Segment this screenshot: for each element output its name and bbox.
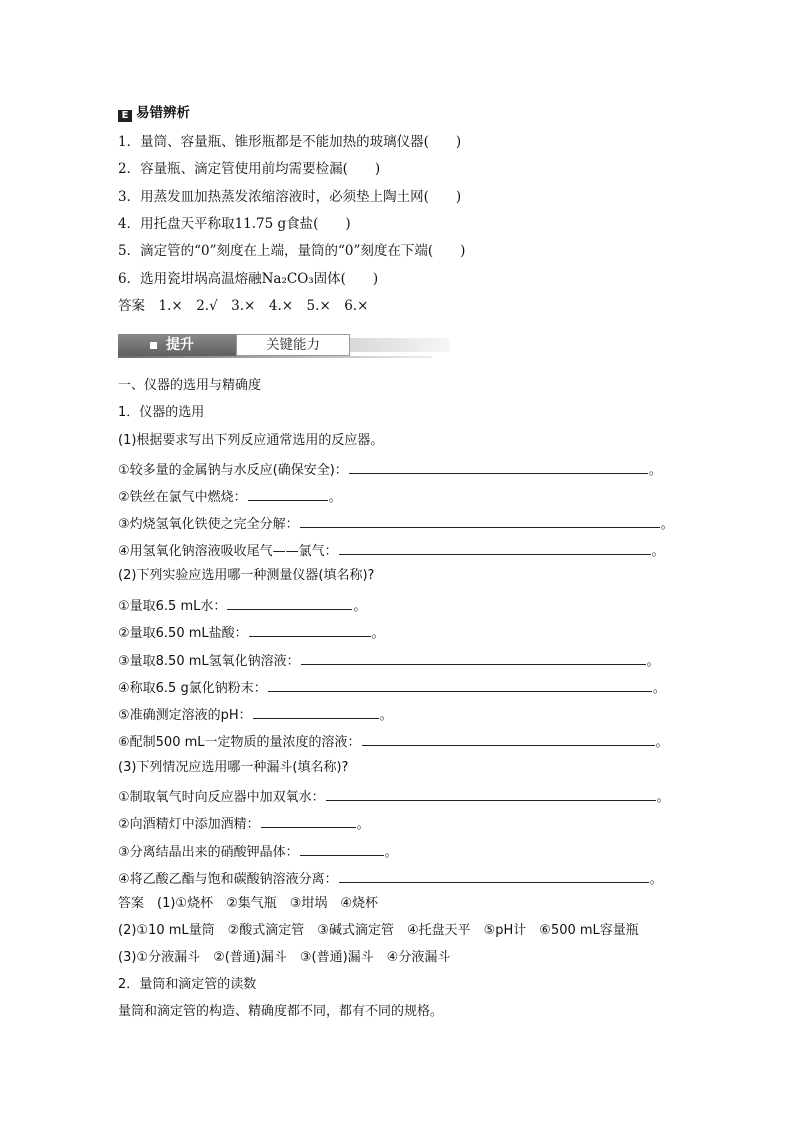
q2-item-4-text: ④称取6.5 g氯化钠粉末： <box>118 681 267 696</box>
banner-fade <box>350 338 450 352</box>
q3-item-4 <box>118 868 663 889</box>
q2-item-1 <box>118 595 366 616</box>
answer-blank[interactable] <box>300 841 384 856</box>
period: 。 <box>371 626 385 641</box>
answer-line-1: 答案 (1)①烧杯 ②集气瓶 ③坩埚 ④烧杯 <box>118 896 379 911</box>
answer-blank[interactable] <box>253 704 379 719</box>
banner-right-label: 关键能力 <box>236 334 350 356</box>
answer-blank[interactable] <box>339 540 651 555</box>
answer-blank[interactable] <box>301 650 646 665</box>
period: 。 <box>655 735 669 750</box>
q2-item-1-text: ①量取6.5 mL水： <box>118 599 227 614</box>
answer-blank[interactable] <box>339 868 649 883</box>
answer-blank[interactable] <box>362 731 655 746</box>
error-section-icon: E <box>118 110 132 122</box>
subsection-2-text: 量筒和滴定管的构造、精确度都不同，都有不同的规格。 <box>118 1004 444 1019</box>
error-item-5: 5．滴定管的“0”刻度在上端，量筒的“0”刻度在下端( ) <box>118 243 466 259</box>
q1-item-2 <box>118 486 342 507</box>
answer-line-3: (3)①分液漏斗 ②(普通)漏斗 ③(普通)漏斗 ④分液漏斗 <box>118 950 451 965</box>
q2-item-4 <box>118 677 666 698</box>
q2-title: (2)下列实验应选用哪一种测量仪器(填名称)? <box>118 568 375 583</box>
q2-item-3-text: ③量取8.50 mL氢氧化钠溶液： <box>118 654 300 669</box>
answer-blank[interactable] <box>349 459 648 474</box>
q2-item-3 <box>118 650 660 671</box>
q2-item-5-text: ⑤准确测定溶液的pH： <box>118 708 252 723</box>
section-title: 一、仪器的选用与精确度 <box>118 378 262 393</box>
answer-line-2: (2)①10 mL量筒 ②酸式滴定管 ③碱式滴定管 ④托盘天平 ⑤pH计 ⑥500 mL容量瓶 <box>118 923 639 938</box>
error-item-4: 4．用托盘天平称取11.75 g食盐( ) <box>118 216 351 232</box>
period: 。 <box>384 845 398 860</box>
q2-item-2 <box>118 622 385 643</box>
answer-blank[interactable] <box>248 486 328 501</box>
q3-item-2-text: ②向酒精灯中添加酒精： <box>118 817 260 832</box>
section-banner <box>118 334 432 358</box>
error-item-2: 2．容量瓶、滴定管使用前均需要检漏( ) <box>118 161 381 177</box>
q1-item-1 <box>118 459 662 480</box>
q1-item-4-text: ④用氢氧化钠溶液吸收尾气——氯气： <box>118 544 338 559</box>
banner-rule <box>118 356 432 358</box>
period: 。 <box>328 490 342 505</box>
errors-section-heading <box>118 104 190 122</box>
q1-item-3-text: ③灼烧氢氧化铁使之完全分解： <box>118 517 299 532</box>
q1-title: (1)根据要求写出下列反应通常选用的反应器。 <box>118 433 384 448</box>
period: 。 <box>652 681 666 696</box>
subsection-2-title: 2．量筒和滴定管的读数 <box>118 977 257 992</box>
subsection-1-title: 1．仪器的选用 <box>118 405 205 420</box>
banner-square-icon <box>150 342 157 349</box>
period: 。 <box>356 817 370 832</box>
answer-blank[interactable] <box>261 813 356 828</box>
period: 。 <box>649 872 663 887</box>
period: 。 <box>646 654 660 669</box>
error-item-1: 1．量筒、容量瓶、锥形瓶都是不能加热的玻璃仪器( ) <box>118 134 462 150</box>
q1-item-3 <box>118 513 674 534</box>
banner-left-label: 提升 <box>166 337 194 353</box>
q3-title: (3)下列情况应选用哪一种漏斗(填名称)? <box>118 760 349 775</box>
q3-item-4-text: ④将乙酸乙酯与饱和碳酸钠溶液分离： <box>118 872 338 887</box>
q2-item-6 <box>118 731 669 752</box>
period: 。 <box>656 790 670 805</box>
period: 。 <box>660 517 674 532</box>
q3-item-1 <box>118 786 670 807</box>
answer-blank[interactable] <box>326 786 656 801</box>
period: 。 <box>353 599 367 614</box>
error-item-6: 6．选用瓷坩埚高温熔融Na₂CO₃固体( ) <box>118 271 379 287</box>
q2-item-5 <box>118 704 393 725</box>
q3-item-3-text: ③分离结晶出来的硝酸钾晶体： <box>118 845 299 860</box>
q3-item-3 <box>118 841 398 862</box>
q1-item-2-text: ②铁丝在氯气中燃烧： <box>118 490 247 505</box>
q1-item-4 <box>118 540 665 561</box>
errors-answer: 答案 1.× 2.√ 3.× 4.× 5.× 6.× <box>118 298 369 314</box>
answer-blank[interactable] <box>249 622 371 637</box>
q3-item-2 <box>118 813 370 834</box>
period: 。 <box>651 544 665 559</box>
error-item-3: 3．用蒸发皿加热蒸发浓缩溶液时，必须垫上陶土网( ) <box>118 189 462 205</box>
answer-blank[interactable] <box>227 595 352 610</box>
q2-item-2-text: ②量取6.50 mL盐酸： <box>118 626 248 641</box>
errors-section-title: 易错辨析 <box>136 105 190 121</box>
banner-tab-dark <box>118 334 236 356</box>
q3-item-1-text: ①制取氧气时向反应器中加双氧水： <box>118 790 325 805</box>
answer-blank[interactable] <box>268 677 652 692</box>
period: 。 <box>379 708 393 723</box>
q2-item-6-text: ⑥配制500 mL一定物质的量浓度的溶液： <box>118 735 361 750</box>
period: 。 <box>648 463 662 478</box>
answer-blank[interactable] <box>300 513 660 528</box>
q1-item-1-text: ①较多量的金属钠与水反应(确保安全)： <box>118 463 348 478</box>
